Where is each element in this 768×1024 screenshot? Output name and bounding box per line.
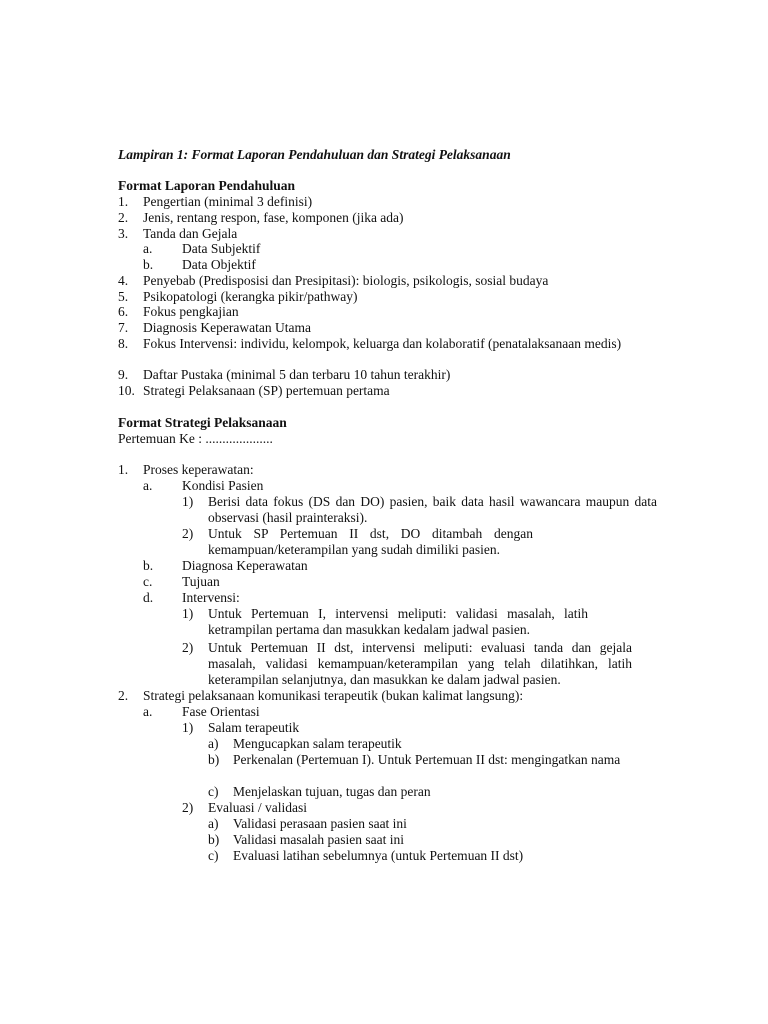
sp-heading: Format Strategi Pelaksanaan (118, 415, 287, 430)
lp-heading: Format Laporan Pendahuluan (118, 178, 296, 193)
document-title: Lampiran 1: Format Laporan Pendahuluan dan Strategi Pelaksanaan (118, 147, 511, 162)
document-page: Lampiran 1: Format Laporan Pendahuluan dan Strategi Pelaksanaan Format Laporan Pendahuluan 1. Pengertian (minimal 3 definisi) 2. Jenis, rentang respon, fase, komponen (jika ada) 3. Tanda dan Gejala a. Data Subjektif b. Data Objektif 4. Penyebab (Predisposisi dan Presipitasi): biologis, psikologis, sosial budaya 5. Psikopatologi (kerangka pikir/pathway) 6. Fokus pengkajian 7. Diagnosis Keperawatan Utama 8. Fokus Intervensi: individu, kelompok, keluarga dan kolaboratif (penatalaksanaan medis) 9. Daftar Pustaka (minimal 5 dan terbaru 10 tahun terakhir) 10. Strategi Pelaksanaan (SP) pertemuan pertama Format Strategi Pelaksanaan Pertemuan Ke : .................... 1. Proses keperawatan: a. Kondisi Pasien 1) Berisi data fokus (DS dan DO) pasien, baik data hasil wawancara maupun data observasi (hasil prainteraksi). 2) Untuk SP Pertemuan II dst, DO ditambah dengan kemampuan/keterampilan yang sudah dimiliki pasien. b. Diagnosa Keperawatan c. Tujuan d. Intervensi: 1) Untuk Pertemuan I, intervensi meliputi: validasi masalah, latih ketrampilan pertama dan masukkan kedalam jadwal pasien. 2) Untuk Pertemuan II dst, intervensi meliputi: evaluasi tanda dan gejala masalah, validasi kemampuan/keterampilan yang telah dilatihkan, latih keterampilan selanjutnya, dan masukkan ke dalam jadwal pasien. 2. Strategi pelaksanaan komunikasi terapeutik (bukan kalimat langsung): a. Fase Orientasi 1) Salam terapeutik a) Mengucapkan salam terapeutik b) Perkenalan (Pertemuan I). Untuk Pertemuan II dst: mengingatkan nama c) Menjelaskan tujuan, tugas dan peran 2) Evaluasi / validasi a) Validasi perasaan pasien saat ini b) Validasi masalah pasien saat ini c) Evaluasi latihan sebelumnya (untuk Pertemuan II dst) (118, 147, 657, 863)
meeting-line: Pertemuan Ke : .................... (118, 431, 273, 446)
